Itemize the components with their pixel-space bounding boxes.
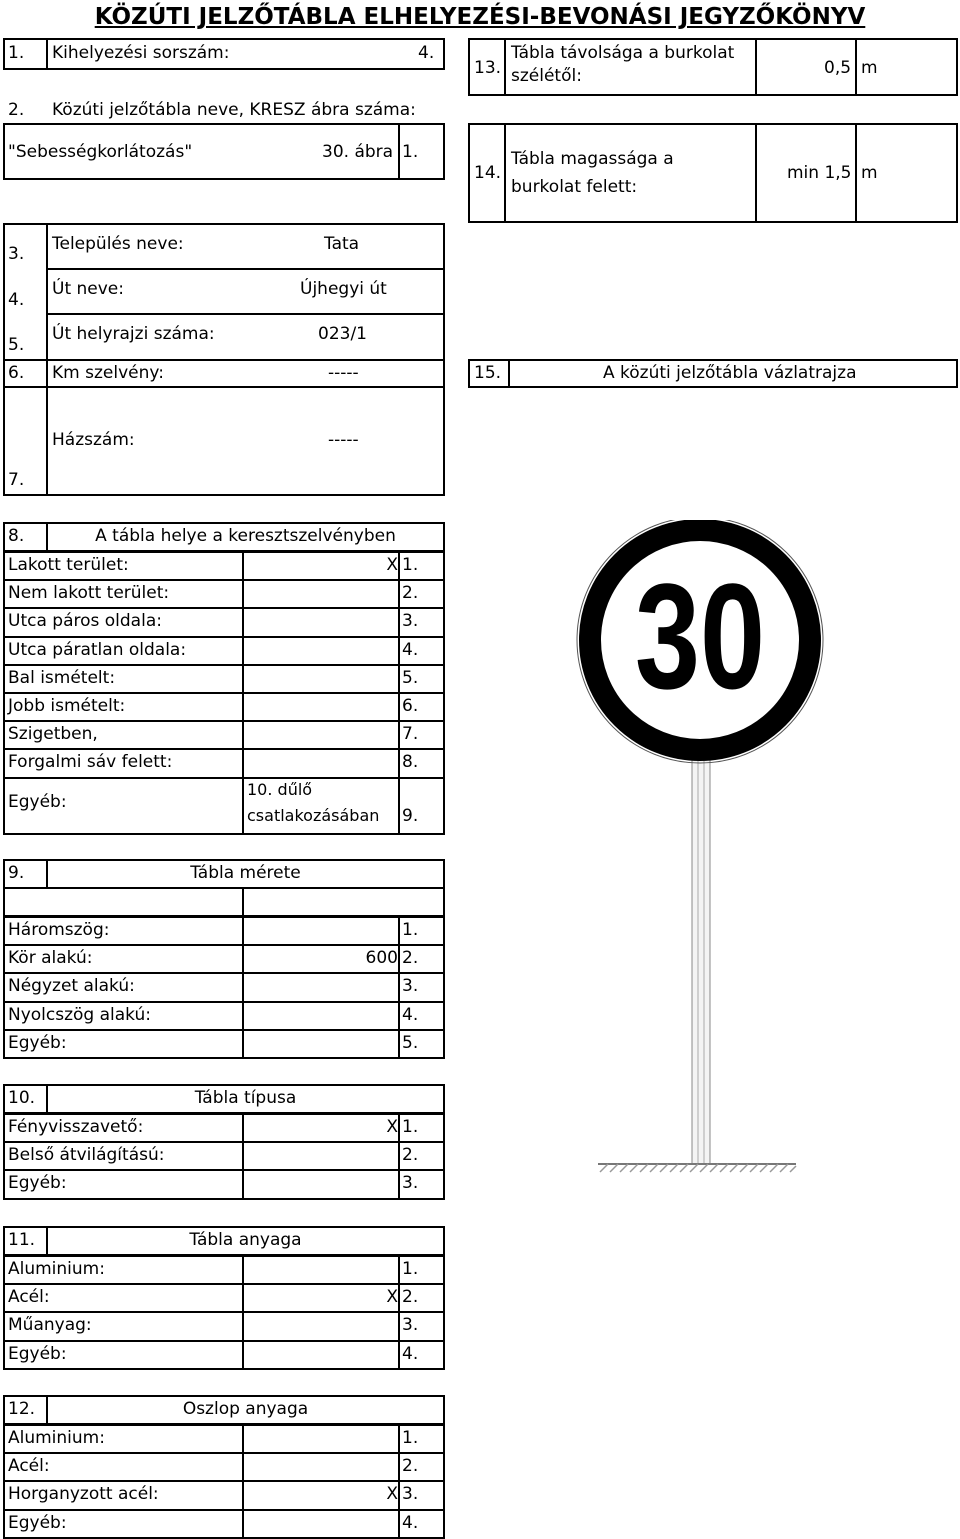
ground-hatching: [600, 1164, 796, 1172]
s11-row-label: Műanyag:: [8, 1315, 92, 1336]
field-14-number: 14.: [474, 163, 502, 183]
field-15-label: A közúti jelzőtábla vázlatrajza: [603, 363, 857, 383]
s9-row-label: Kör alakú:: [8, 948, 93, 969]
field-2-number: 2.: [8, 100, 25, 120]
sign-pole: [692, 752, 710, 1164]
field-7-number: 7.: [8, 470, 25, 490]
s9-number-divider: [398, 916, 400, 1059]
s9-spacer-divider: [242, 887, 244, 917]
s9-row-mark[interactable]: 600: [365, 948, 398, 969]
s8-other-line2[interactable]: csatlakozásában: [247, 805, 380, 825]
s12-label-divider: [242, 1424, 244, 1539]
field-6-value[interactable]: -----: [328, 363, 359, 383]
field-14-value[interactable]: min 1,5: [787, 163, 852, 183]
field-13-label-line1: Tábla távolsága a burkolat: [511, 43, 735, 63]
field-4-value[interactable]: Újhegyi út: [300, 279, 387, 299]
s9-row-number: 3.: [402, 976, 419, 997]
field-6-label: Km szelvény:: [52, 363, 164, 383]
s8-title: A tábla helye a keresztszelvényben: [95, 526, 396, 546]
s9-row-number: 1.: [402, 920, 419, 940]
s12-number-divider: [398, 1424, 400, 1539]
s8-row-label: Forgalmi sáv felett:: [8, 752, 173, 773]
s12-row-label: Aluminium:: [8, 1428, 105, 1448]
s11-number: 11.: [8, 1230, 36, 1250]
field-14-box: [468, 123, 958, 223]
s11-title: Tábla anyaga: [189, 1230, 302, 1250]
s8-row-label: Bal ismételt:: [8, 667, 116, 688]
field-1-value[interactable]: 4.: [418, 43, 435, 63]
s9-spacer-box: [3, 887, 445, 917]
field-3-label: Település neve:: [52, 234, 184, 254]
s10-row-mark[interactable]: X: [386, 1117, 398, 1137]
field-13-unit: m: [861, 58, 878, 78]
s9-row-label: Négyzet alakú:: [8, 976, 135, 997]
field-14-label-line1: Tábla magassága a: [511, 149, 674, 169]
s11-row-number: 3.: [402, 1315, 419, 1336]
field-1-label: Kihelyezési sorszám:: [52, 43, 230, 63]
field-13-value[interactable]: 0,5: [824, 58, 852, 78]
field-14-unit: m: [861, 163, 878, 183]
s9-title: Tábla mérete: [190, 863, 301, 883]
s8-row-label: Szigetben,: [8, 724, 98, 745]
field-7-label: Házszám:: [52, 430, 135, 450]
s9-row-label: Egyéb:: [8, 1032, 67, 1053]
kresz-figure-value[interactable]: 30. ábra: [322, 142, 394, 162]
s11-row-label: Aluminium:: [8, 1259, 105, 1279]
s8-row-mark[interactable]: X: [386, 555, 398, 575]
s9-row-number: 2.: [402, 948, 419, 969]
s11-row-number: 1.: [402, 1259, 419, 1279]
s9-rows-box: [3, 916, 445, 1059]
s12-title: Oszlop anyaga: [182, 1399, 309, 1419]
s12-rows-box: [3, 1424, 445, 1539]
s8-row-label: Utca páratlan oldala:: [8, 639, 187, 660]
s9-row-number: 5.: [402, 1032, 419, 1053]
s9-row-number: 4.: [402, 1004, 419, 1025]
s10-row-label: Egyéb:: [8, 1173, 67, 1194]
s12-number: 12.: [8, 1399, 36, 1419]
s11-row-label: Acél:: [8, 1287, 50, 1308]
field-6-number: 6.: [8, 363, 25, 383]
s8-other-label: Egyéb:: [8, 791, 67, 812]
s10-row-number: 3.: [402, 1173, 419, 1194]
s8-other-number: 9.: [402, 805, 419, 826]
s8-row-number: 1.: [402, 555, 419, 575]
field-13-number: 13.: [474, 58, 502, 78]
s8-number: 8.: [8, 526, 25, 546]
speed-limit-sign-sketch: [560, 520, 940, 1180]
s8-row-number: 7.: [402, 724, 419, 745]
s9-row-label: Nyolcszög alakú:: [8, 1004, 152, 1025]
s10-row-number: 1.: [402, 1117, 419, 1137]
s10-label-divider: [242, 1113, 244, 1200]
s12-row-number: 2.: [402, 1456, 419, 1477]
field-1-number: 1.: [8, 43, 25, 63]
sign-speed-number: 30: [634, 551, 766, 721]
s10-row-label: Fényvisszavető:: [8, 1117, 144, 1137]
s8-row-number: 5.: [402, 667, 419, 688]
s12-row-number: 3.: [402, 1484, 419, 1505]
s10-row-number: 2.: [402, 1145, 419, 1166]
s11-row-label: Egyéb:: [8, 1343, 67, 1364]
field-15-number: 15.: [474, 363, 502, 383]
s8-row-label: Utca páros oldala:: [8, 611, 162, 632]
field-4-number: 4.: [8, 290, 25, 310]
field-14-label-line2: burkolat felett:: [511, 177, 638, 197]
field-5-value[interactable]: 023/1: [318, 324, 367, 344]
s11-row-mark[interactable]: X: [386, 1287, 398, 1308]
s8-row-number: 2.: [402, 583, 419, 604]
s8-row-number: 6.: [402, 696, 419, 716]
s9-number: 9.: [8, 863, 25, 883]
s12-row-label: Horganyzott acél:: [8, 1484, 159, 1505]
s11-row-number: 4.: [402, 1343, 419, 1364]
s8-row-number: 4.: [402, 639, 419, 660]
field-7-value[interactable]: -----: [328, 430, 359, 450]
s12-row-number: 1.: [402, 1428, 419, 1448]
s12-row-mark[interactable]: X: [386, 1484, 398, 1505]
s12-row-number: 4.: [402, 1512, 419, 1533]
s8-row-label: Nem lakott terület:: [8, 583, 170, 604]
s8-rows-box: [3, 551, 445, 835]
sign-name-value[interactable]: "Sebességkorlátozás": [8, 142, 193, 162]
s12-row-label: Egyéb:: [8, 1512, 67, 1533]
s8-number-divider: [398, 551, 400, 835]
s8-label-divider: [242, 551, 244, 835]
field-5-number: 5.: [8, 335, 25, 355]
s11-number-divider: [398, 1255, 400, 1370]
s8-other-line1[interactable]: 10. dűlő: [247, 779, 313, 799]
s11-rows-box: [3, 1255, 445, 1370]
s10-rows-box: [3, 1113, 445, 1200]
field-2-label: Közúti jelzőtábla neve, KRESZ ábra száma:: [52, 100, 416, 120]
s10-title: Tábla típusa: [194, 1088, 297, 1108]
field-4-label: Út neve:: [52, 279, 124, 299]
s8-row-label: Lakott terület:: [8, 555, 129, 575]
field-3-number: 3.: [8, 244, 25, 264]
field-5-label: Út helyrajzi száma:: [52, 324, 215, 344]
field-3-value[interactable]: Tata: [324, 234, 360, 254]
field-13-label-line2: szélétől:: [511, 66, 582, 86]
s9-label-divider: [242, 916, 244, 1059]
s10-number-divider: [398, 1113, 400, 1200]
document-title: KÖZÚTI JELZŐTÁBLA ELHELYEZÉSI-BEVONÁSI JEGYZŐKÖNYV: [94, 4, 866, 30]
s11-row-number: 2.: [402, 1287, 419, 1308]
s8-row-number: 8.: [402, 752, 419, 773]
s9-row-label: Háromszög:: [8, 920, 110, 940]
s10-number: 10.: [8, 1088, 36, 1108]
s11-label-divider: [242, 1255, 244, 1370]
s12-row-label: Acél:: [8, 1456, 50, 1477]
s8-row-number: 3.: [402, 611, 419, 632]
s8-row-label: Jobb ismételt:: [8, 696, 126, 716]
kresz-figure-number: 1.: [402, 142, 419, 162]
s10-row-label: Belső átvilágítású:: [8, 1145, 165, 1166]
